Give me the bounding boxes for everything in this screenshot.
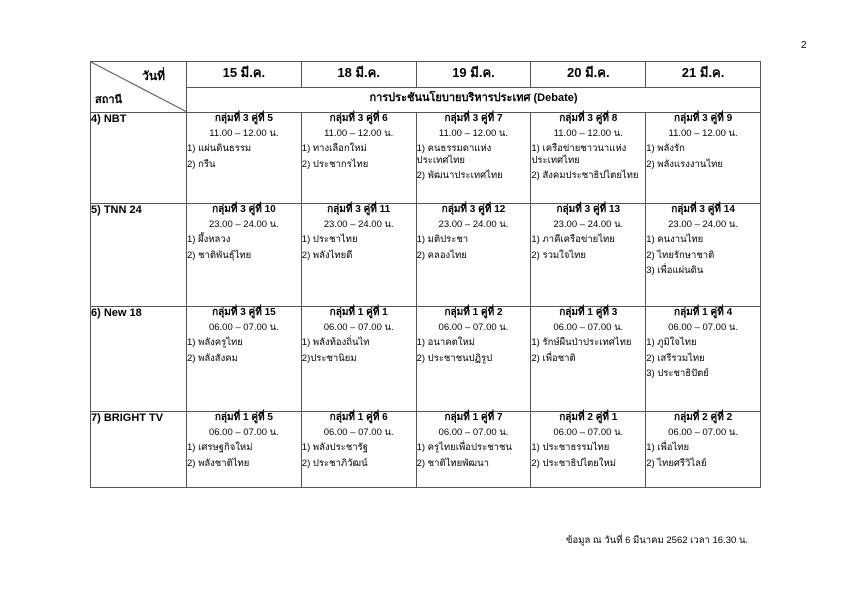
debate-slot [531,412,646,488]
event-title: การประชันนโยบายบริหารประเทศ (Debate) [187,88,761,113]
data-timestamp-note: ข้อมูล ณ วันที่ 6 มีนาคม 2562 เวลา 16.30 น. [566,535,749,546]
group-pair: กลุ่มที่ 3 คู่ที่ 10 [212,204,276,215]
group-pair: กลุ่มที่ 2 คู่ที่ 2 [674,412,733,423]
party-name: 2) รวมใจไทย [531,249,586,261]
party-name: 1) คนธรรมดาแห่งประเทศไทย [416,143,492,166]
debate-slot [416,412,531,488]
date-header: 19 มี.ค. [416,62,531,88]
station-name: 5) TNN 24 [91,204,187,307]
table-row [91,204,761,307]
debate-slot [416,113,531,204]
party-name: 2) ประชากรไทย [301,158,369,170]
debate-slot [187,113,302,204]
time-range: 06.00 – 07.00 น. [553,427,624,438]
debate-slot [301,113,416,204]
group-pair: กลุ่มที่ 1 คู่ที่ 3 [559,307,618,318]
time-range: 06.00 – 07.00 น. [323,427,394,438]
party-name: 2) พัฒนาประเทศไทย [416,170,503,182]
group-pair: กลุ่มที่ 3 คู่ที่ 7 [444,113,503,124]
party-name: 1) เพื่อไทย [646,442,690,454]
party-name: 3) ประชาธิปัตย์ [646,368,709,380]
station-name: 7) BRIGHT TV [91,412,187,488]
time-range: 06.00 – 07.00 น. [323,322,394,333]
group-pair: กลุ่มที่ 1 คู่ที่ 6 [329,412,388,423]
time-range: 23.00 – 24.00 น. [438,219,509,230]
date-header: 21 มี.ค. [646,62,761,88]
date-header: 18 มี.ค. [301,62,416,88]
party-name: 1) ครูไทยเพื่อประชาชน [416,442,512,454]
group-pair: กลุ่มที่ 1 คู่ที่ 5 [214,412,273,423]
debate-slot [301,307,416,412]
party-name: 2) ชาติพันธุ์ไทย [187,249,252,261]
time-range: 11.00 – 12.00 น. [553,128,623,139]
party-name: 1) ทางเลือกใหม่ [301,143,367,155]
group-pair: กลุ่มที่ 2 คู่ที่ 1 [559,412,618,423]
party-name: 1) อนาคตใหม่ [416,337,475,349]
header-corner-cell [91,62,187,113]
party-name: 1) ผึ้งหลวง [187,234,231,246]
time-range: 23.00 – 24.00 น. [553,219,624,230]
party-name: 1) ประชาธรรมไทย [531,442,610,454]
group-pair: กลุ่มที่ 1 คู่ที่ 2 [444,307,503,318]
broadcast-schedule-table [90,61,761,488]
party-name: 1) พลังครูไทย [187,337,243,349]
party-name: 1) ภูมิใจไทย [646,337,697,349]
party-name: 2) พลังไทยดี [301,249,353,261]
station-name: 4) NBT [91,113,187,204]
time-range: 06.00 – 07.00 น. [553,322,624,333]
debate-slot [187,204,302,307]
time-range: 06.00 – 07.00 น. [438,427,509,438]
time-range: 06.00 – 07.00 น. [668,322,739,333]
time-range: 06.00 – 07.00 น. [438,322,509,333]
group-pair: กลุ่มที่ 1 คู่ที่ 1 [329,307,388,318]
time-range: 06.00 – 07.00 น. [208,322,279,333]
party-name: 2) พลังแรงงานไทย [646,158,723,170]
party-name: 1) พลังรัก [646,143,685,155]
party-name: 1) พลังประชารัฐ [301,442,368,454]
party-name: 2) พลังสังคม [187,352,238,364]
table-row [91,412,761,488]
time-range: 11.00 – 12.00 น. [438,128,509,139]
debate-slot [646,307,761,412]
party-name: 2) สังคมประชาธิปไตยไทย [531,170,639,182]
group-pair: กลุ่มที่ 3 คู่ที่ 13 [556,204,621,215]
group-pair: กลุ่มที่ 3 คู่ที่ 12 [441,204,506,215]
debate-slot [646,204,761,307]
debate-slot [301,412,416,488]
debate-slot [416,307,531,412]
time-range: 23.00 – 24.00 น. [208,219,279,230]
time-range: 11.00 – 12.00 น. [324,128,394,139]
party-name: 1) พลังท้องถิ่นไท [301,337,370,349]
debate-slot [531,204,646,307]
party-name: 2) เสรีรวมไทย [646,352,705,364]
group-pair: กลุ่มที่ 3 คู่ที่ 14 [671,204,735,215]
party-name: 2) พลังชาติไทย [187,457,250,469]
time-range: 11.00 – 12.00 น. [209,128,279,139]
party-name: 1) ภาคีเครือข่ายไทย [531,234,615,246]
party-name: 2) เพื่อชาติ [531,352,576,364]
party-name: 2)ประชานิยม [301,352,357,364]
table-row [91,113,761,204]
group-pair: กลุ่มที่ 3 คู่ที่ 8 [559,113,618,124]
group-pair: กลุ่มที่ 3 คู่ที่ 9 [674,113,733,124]
party-name: 3) เพื่อแผ่นดิน [646,265,704,277]
station-axis-label: สถานี [95,94,123,106]
date-header: 20 มี.ค. [531,62,646,88]
table-row [91,307,761,412]
party-name: 2) ชาติไทยพัฒนา [416,457,489,469]
group-pair: กลุ่มที่ 3 คู่ที่ 6 [329,113,388,124]
party-name: 1) รักษ์ผืนป่าประเทศไทย [531,337,632,349]
time-range: 23.00 – 24.00 น. [668,219,739,230]
debate-slot [646,412,761,488]
group-pair: กลุ่มที่ 3 คู่ที่ 5 [214,113,273,124]
page-number: 2 [801,40,807,51]
date-axis-label: วันที่ [142,69,165,83]
date-header: 15 มี.ค. [187,62,302,88]
party-name: 2) ไทยศรีวิไลย์ [646,457,707,469]
group-pair: กลุ่มที่ 1 คู่ที่ 7 [444,412,503,423]
time-range: 11.00 – 12.00 น. [668,128,738,139]
group-pair: กลุ่มที่ 1 คู่ที่ 4 [674,307,733,318]
debate-slot [187,412,302,488]
party-name: 2) กรีน [187,158,216,170]
debate-slot [301,204,416,307]
group-pair: กลุ่มที่ 3 คู่ที่ 11 [327,204,391,215]
event-header-row [91,88,761,113]
party-name: 1) ประชาไทย [301,234,358,246]
party-name: 1) คนงานไทย [646,234,704,246]
party-name: 2) ประชาภิวัฒน์ [301,457,368,469]
station-name: 6) New 18 [91,307,187,412]
date-header-row [91,62,761,88]
group-pair: กลุ่มที่ 3 คู่ที่ 15 [212,307,276,318]
party-name: 1) มติประชา [416,234,469,246]
party-name: 1) เครือข่ายชาวนาแห่งประเทศไทย [531,143,627,166]
party-name: 2) คลองไทย [416,249,467,261]
time-range: 06.00 – 07.00 น. [208,427,279,438]
party-name: 2) ไทยรักษาชาติ [646,249,715,261]
debate-slot [416,204,531,307]
time-range: 23.00 – 24.00 น. [323,219,394,230]
time-range: 06.00 – 07.00 น. [668,427,739,438]
party-name: 2) ประชาชนปฏิรูป [416,352,493,364]
party-name: 1) เศรษฐกิจใหม่ [187,442,253,454]
debate-slot [531,307,646,412]
debate-slot [531,113,646,204]
party-name: 1) แผ่นดินธรรม [187,143,252,155]
debate-slot [187,307,302,412]
debate-slot [646,113,761,204]
party-name: 2) ประชาธิปไตยใหม่ [531,457,616,469]
